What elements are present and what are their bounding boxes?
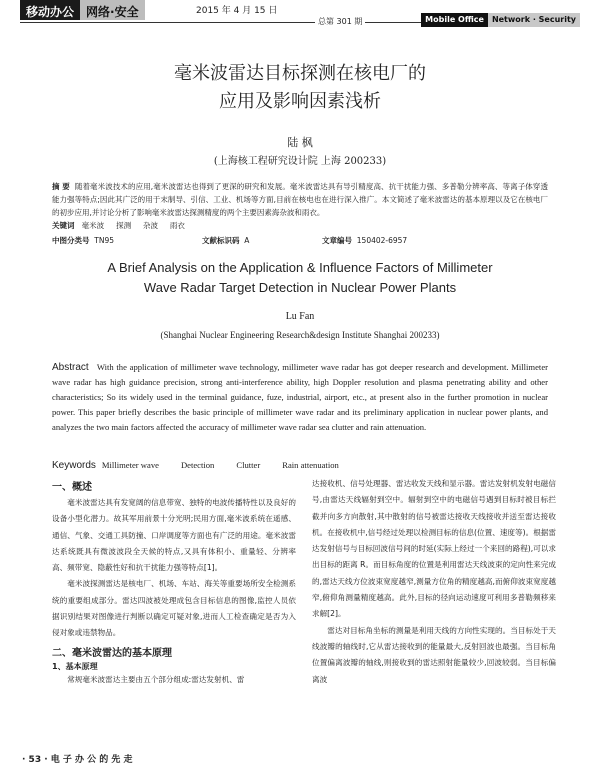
- body-paragraph: 毫米波雷达具有发宽阔的信息带宽、独特的电波传播特性以及良好的设备小型化潜力。故其军用前景十分光明;民用方面,毫米波系统在遥感、通信、气象、交通工具防撞、口岸调度等方面也有广泛的用途。毫米波雷达系统既具有微波波段全天候的特点,又具有体积小、重量轻、分辨率高、频带宽、隐蔽性好和抗干扰能力强等特点[1]。: [52, 498, 296, 573]
- body-paragraph: 毫米波探测雷达是核电厂、机场、车站、海关等重要场所安全检测系统的重要组成部分。雷达四波被处理成包含目标信息的图像,监控人员依据识别结果对图像进行判断以确定可疑对象,进而人工检查确定是否为入侵对象或违禁物品。: [52, 579, 296, 638]
- paper-title-cn-line1: 毫米波雷达目标探测在核电厂的: [174, 63, 426, 84]
- paper-title-cn-line2: 应用及影响因素浅析: [219, 91, 381, 112]
- issue-date: 2015 年 4 月 15 日: [196, 6, 278, 16]
- journal-section-label: 移动办公: [20, 0, 80, 20]
- section-heading-1: 一、概述: [52, 482, 92, 493]
- keyword-cn: 雨衣: [169, 221, 185, 230]
- keywords-cn-label: 关键词: [52, 221, 75, 230]
- keywords-en: [52, 460, 361, 471]
- keyword-en: Clutter: [236, 460, 261, 470]
- keyword-en: Millimeter wave: [101, 460, 159, 470]
- author-cn: 陆 枫: [287, 136, 313, 149]
- journal-section-en: Network · Security: [488, 13, 580, 27]
- page-footer: · 53 · 电 子 办 公 的 先 走: [22, 755, 133, 765]
- keyword-en: Rain attenuation: [282, 460, 339, 470]
- body-paragraph: 雷达对目标角坐标的测量是利用天线的方向性实现的。当目标处于天线波瓣的轴线时,它从雷达接收到的能量最大,反射回波也最强。当目标角位置偏离波瓣的轴线,则接收到的雷达照射能量较少,回波较弱。当目标偏离波: [312, 625, 556, 684]
- clc-label: 中图分类号: [52, 236, 90, 245]
- journal-header-left: [20, 0, 145, 20]
- journal-section-sublabel: 网络·安全: [80, 0, 145, 20]
- body-column-left: [52, 476, 296, 688]
- author-en: Lu Fan: [285, 311, 315, 322]
- paper-title-en-line1: A Brief Analysis on the Application & Influence Factors of Millimeter: [107, 260, 493, 275]
- abstract-en: [52, 360, 548, 435]
- abstract-cn-label: 摘 要: [52, 182, 70, 191]
- abstract-en-label: Abstract: [52, 362, 89, 373]
- paper-title-en: [40, 258, 560, 298]
- journal-name-en: Mobile Office: [421, 13, 488, 27]
- abstract-cn: [52, 180, 548, 219]
- keywords-en-label: Keywords: [52, 460, 96, 471]
- abstract-cn-text: 随着毫米波技术的应用,毫米波雷达也得到了更深的研究和发展。毫米波雷达具有导引精度高、抗干扰能力强、多普勒分辨率高、等离子体穿透能力强等特点;因此其广泛的用于末制导、引信、工业、机场等方面,目前在核电也在进行深入推广。本文简述了毫米波雷达的基本原理以及它在核电厂的初步应用,并讨论分析了影响毫米波雷达探测精度的两个主要因素海杂波和雨衣。: [52, 182, 548, 217]
- doc-code-value: A: [244, 236, 250, 245]
- section-heading-2: 二、毫米波雷达的基本原理: [52, 647, 172, 659]
- affiliation-cn: (上海核工程研究设计院 上海 200233): [213, 156, 387, 167]
- affiliation-en: (Shanghai Nuclear Engineering Research&design Institute Shanghai 200233): [160, 330, 440, 340]
- body-paragraph: 达接收机、信号处理器、雷达收发天线和显示器。雷达发射机发射电磁信号,由雷达天线辐射到空中。辐射到空中的电磁信号遇到目标时被目标拦截并向多方向散射,其中散射的信号被雷达接收天线接收并送至雷达接收机。在接收机中,信号经过处理以检测目标的信息(位置、速度等)。根据雷达发射信号与目标回波信号间的时延(实际上经过一个来回的路程),可以求出目标的距离 R。而目标角度的位置是利用雷达天线波束的定向性来完成的,雷达天线方位波束宽度越窄,测量方位角的精度越高,而俯仰波束宽度越窄,俯仰角测量精度越高。此外,目标的径向运动速度可利用多普勒频移来求解[2]。: [312, 479, 556, 619]
- clc-value: TN95: [94, 236, 115, 245]
- journal-header-right: [421, 13, 580, 27]
- classification-row: [52, 235, 548, 246]
- body-column-right: [312, 476, 556, 688]
- keyword-en: Detection: [180, 460, 215, 470]
- issue-number: 总第 301 期: [315, 16, 365, 27]
- article-number-label: 文章编号: [322, 236, 352, 245]
- keyword-cn: 毫米波: [81, 221, 105, 230]
- keyword-cn: 探测: [116, 221, 132, 230]
- keywords-cn: [52, 220, 185, 231]
- abstract-en-text: With the application of millimeter wave technology, millimeter wave radar has got deeper research and development. Millimeter wave radar has high guidance precision, strong anti-interference ability, high Doppler resolution and plasma penetrating ability and other characteristics; So its widely used in the terminal guidance, fuze, industrial, airport, etc., at present also in the further promotion in nuclear power. This paper briefly describes the basic principle of millimeter wave radar and its preliminary application in nuclear power plants, and analyzes the two main factors affected the accuracy of millimeter wave radar sea clutter and rain attenuation.: [52, 362, 548, 432]
- paper-title-en-line2: Wave Radar Target Detection in Nuclear Power Plants: [143, 280, 457, 295]
- doc-code-label: 文献标识码: [202, 236, 240, 245]
- subsection-heading: 1、基本原理: [52, 661, 98, 671]
- keyword-cn: 杂波: [143, 221, 158, 230]
- body-paragraph: 常规毫米波雷达主要由五个部分组成:雷达发射机、雷: [67, 674, 245, 684]
- article-number-value: 150402-6957: [356, 236, 408, 245]
